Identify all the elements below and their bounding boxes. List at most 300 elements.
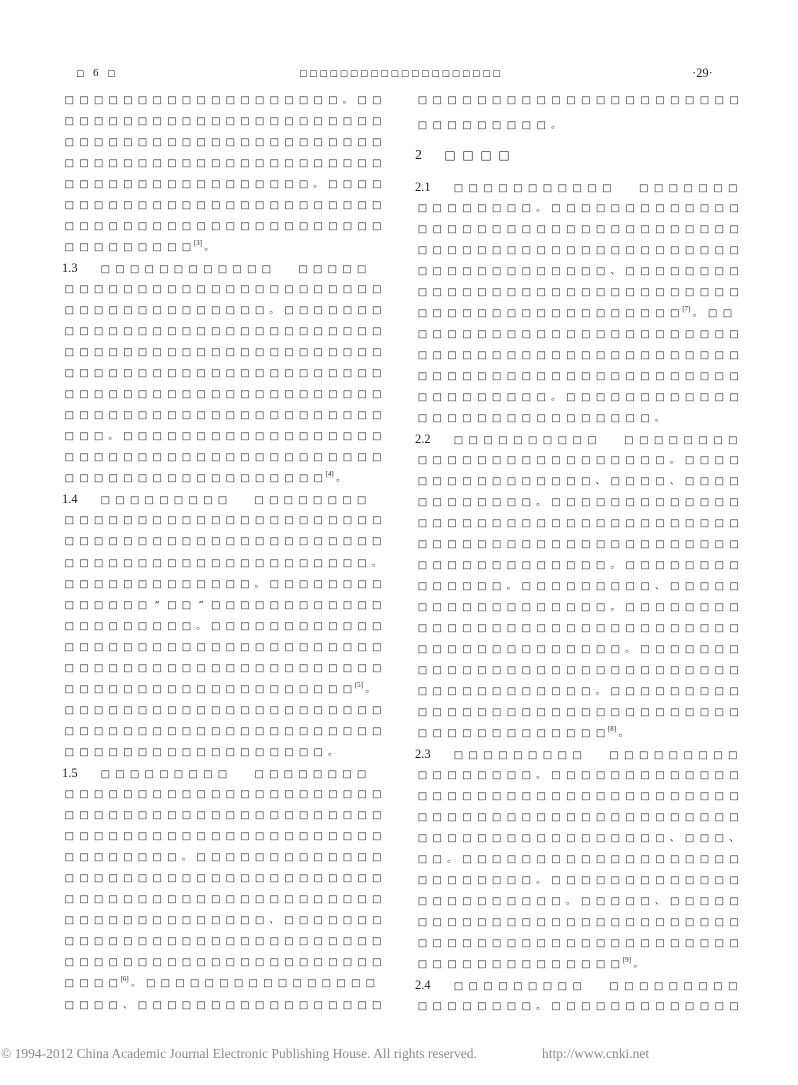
glyph-box: □: [551, 727, 561, 739]
glyph-box: □: [93, 978, 104, 990]
glyph-box: □: [123, 410, 133, 422]
glyph-box: □: [181, 662, 192, 674]
glyph-box: □: [432, 454, 442, 466]
glyph-box: □: [93, 957, 104, 969]
glyph-box: □: [137, 557, 148, 569]
glyph-box: □: [123, 557, 133, 569]
glyph-box: □: [610, 769, 621, 781]
glyph-box: □: [521, 349, 532, 361]
glyph-box: □: [595, 769, 606, 781]
glyph-box: □: [580, 517, 591, 529]
glyph-box: □: [477, 727, 487, 739]
heading-number: 2.4: [415, 977, 431, 992]
glyph-box: □: [211, 810, 221, 822]
glyph-box: □: [640, 517, 650, 529]
glyph-box: □: [79, 704, 89, 716]
glyph-box: □: [108, 368, 118, 380]
glyph-box: □: [640, 937, 650, 949]
glyph-box: □: [342, 347, 353, 359]
glyph-box: □: [152, 136, 162, 148]
glyph-box: □: [123, 347, 133, 359]
glyph-box: □: [468, 749, 478, 761]
glyph-box: □: [640, 307, 650, 319]
glyph-box: □: [298, 725, 309, 737]
punctuation-mark: 。: [327, 746, 338, 758]
glyph-box: □: [108, 326, 118, 338]
glyph-box: □: [181, 620, 192, 632]
glyph-box: □: [357, 915, 367, 927]
glyph-box: □: [447, 391, 457, 403]
glyph-box: □: [684, 349, 695, 361]
glyph-box: □: [610, 349, 621, 361]
glyph-box: □: [108, 641, 118, 653]
glyph-box: □: [655, 706, 665, 718]
punctuation-mark: 。: [618, 727, 629, 739]
cnki-url-link[interactable]: http://www.cnki.net: [542, 1046, 650, 1061]
glyph-box: □: [684, 832, 695, 844]
glyph-box: □: [417, 307, 428, 319]
glyph-box: □: [714, 265, 725, 277]
glyph-box: □: [211, 746, 221, 758]
glyph-box: □: [640, 685, 650, 697]
glyph-box: □: [181, 431, 192, 443]
glyph-box: □: [640, 496, 650, 508]
glyph-box: □: [566, 832, 576, 844]
glyph-box: □: [521, 727, 532, 739]
punctuation-mark: 。: [654, 412, 665, 424]
glyph-box: □: [167, 94, 177, 106]
glyph-box: □: [580, 559, 591, 571]
glyph-box: □: [506, 958, 517, 970]
glyph-box: □: [356, 769, 367, 780]
glyph-box: □: [640, 1000, 650, 1012]
glyph-box: □: [269, 957, 280, 969]
glyph-box: □: [167, 599, 177, 611]
glyph-box: □: [506, 643, 517, 655]
glyph-box: □: [312, 263, 323, 275]
glyph-box: □: [342, 704, 353, 716]
glyph-box: □: [328, 578, 338, 590]
glyph-box: □: [357, 452, 367, 464]
glyph-box: □: [79, 915, 89, 927]
text-line: [62, 595, 392, 616]
glyph-box: □: [217, 263, 228, 275]
glyph-box: □: [328, 599, 338, 611]
glyph-box: □: [79, 220, 89, 232]
glyph-box: □: [137, 936, 148, 948]
glyph-box: □: [357, 852, 367, 864]
glyph-box: □: [196, 704, 206, 716]
glyph-box: □: [417, 244, 428, 256]
glyph-box: □: [137, 620, 148, 632]
glyph-box: □: [640, 265, 650, 277]
glyph-box: □: [284, 536, 294, 548]
glyph-box: □: [309, 69, 318, 79]
glyph-box: □: [137, 431, 148, 443]
glyph-box: □: [491, 517, 502, 529]
glyph-box: □: [93, 915, 104, 927]
glyph-box: □: [670, 307, 680, 319]
glyph-box: □: [551, 769, 561, 781]
glyph-box: □: [144, 495, 154, 507]
glyph-box: □: [240, 431, 250, 443]
glyph-box: □: [357, 136, 367, 148]
glyph-box: □: [211, 473, 221, 485]
glyph-box: □: [181, 746, 192, 758]
glyph-box: □: [298, 157, 309, 169]
text-line: [415, 828, 745, 849]
glyph-box: □: [173, 769, 184, 780]
glyph-box: □: [254, 936, 265, 948]
glyph-box: □: [108, 999, 118, 1011]
glyph-box: □: [196, 283, 206, 295]
glyph-box: □: [670, 706, 680, 718]
subsection-heading: [62, 258, 392, 279]
glyph-box: □: [64, 746, 75, 758]
glyph-box: □: [684, 874, 695, 886]
glyph-box: □: [557, 749, 568, 761]
glyph-box: □: [284, 620, 294, 632]
glyph-box: □: [462, 853, 472, 865]
glyph-box: □: [451, 69, 460, 79]
glyph-box: □: [342, 431, 353, 443]
text-line: [62, 868, 392, 889]
glyph-box: □: [211, 536, 221, 548]
glyph-box: □: [432, 538, 442, 550]
glyph-box: □: [670, 601, 680, 613]
glyph-box: □: [123, 683, 133, 695]
glyph-box: □: [123, 746, 133, 758]
glyph-box: □: [211, 115, 221, 127]
punctuation-mark: 。: [669, 454, 680, 466]
glyph-box: □: [506, 727, 517, 739]
glyph-box: □: [491, 119, 502, 131]
glyph-box: □: [152, 410, 162, 422]
glyph-box: □: [240, 326, 250, 338]
punctuation-mark: 。: [565, 895, 576, 907]
citation-ref: [3]: [193, 238, 202, 247]
heading-number: 1.5: [62, 766, 78, 780]
glyph-box: □: [506, 119, 517, 131]
glyph-box: □: [79, 157, 89, 169]
text-line: [415, 765, 745, 786]
glyph-box: □: [254, 620, 265, 632]
latin-char: 6: [93, 67, 99, 79]
glyph-box: □: [175, 978, 185, 990]
glyph-box: □: [729, 475, 739, 487]
glyph-box: □: [167, 789, 177, 801]
glyph-box: □: [137, 178, 148, 190]
glyph-box: □: [668, 980, 679, 992]
glyph-box: □: [492, 69, 501, 79]
glyph-box: □: [284, 662, 294, 674]
glyph-box: □: [655, 769, 665, 781]
glyph-box: □: [595, 580, 606, 592]
glyph-box: □: [462, 559, 472, 571]
glyph-box: □: [79, 557, 89, 569]
glyph-box: □: [284, 410, 294, 422]
glyph-box: □: [225, 473, 236, 485]
glyph-box: □: [225, 999, 236, 1011]
glyph-box: □: [357, 620, 367, 632]
glyph-box: □: [225, 347, 236, 359]
glyph-box: □: [432, 958, 442, 970]
glyph-box: □: [447, 832, 457, 844]
glyph-box: □: [137, 347, 148, 359]
glyph-box: □: [670, 265, 680, 277]
glyph-box: □: [64, 978, 75, 990]
glyph-box: □: [580, 94, 591, 106]
glyph-box: □: [328, 536, 338, 548]
glyph-box: □: [64, 241, 75, 253]
glyph-box: □: [152, 326, 162, 338]
glyph-box: □: [254, 452, 265, 464]
punctuation-mark: 、: [729, 832, 740, 844]
glyph-box: □: [625, 307, 635, 319]
glyph-box: □: [298, 704, 309, 716]
glyph-box: □: [211, 347, 221, 359]
glyph-box: □: [536, 559, 546, 571]
glyph-box: □: [400, 69, 409, 79]
glyph-box: □: [595, 559, 606, 571]
glyph-box: □: [196, 220, 206, 232]
glyph-box: □: [477, 412, 487, 424]
glyph-box: □: [491, 370, 502, 382]
glyph-box: □: [699, 496, 710, 508]
text-line: [62, 553, 392, 574]
glyph-box: □: [123, 873, 133, 885]
text-line: [415, 408, 745, 429]
glyph-box: □: [196, 557, 206, 569]
glyph-box: □: [328, 304, 338, 316]
glyph-box: □: [521, 769, 532, 781]
glyph-box: □: [595, 601, 606, 613]
glyph-box: □: [417, 958, 428, 970]
glyph-box: □: [417, 349, 428, 361]
glyph-box: □: [462, 664, 472, 676]
glyph-box: □: [566, 811, 576, 823]
glyph-box: □: [225, 852, 236, 864]
glyph-box: □: [491, 727, 502, 739]
glyph-box: □: [477, 853, 487, 865]
glyph-box: □: [729, 202, 739, 214]
glyph-box: □: [506, 916, 517, 928]
text-line: [415, 786, 745, 807]
glyph-box: □: [551, 307, 561, 319]
glyph-box: □: [225, 810, 236, 822]
glyph-box: □: [432, 706, 442, 718]
glyph-box: □: [79, 199, 89, 211]
glyph-box: □: [342, 662, 353, 674]
glyph-box: □: [477, 1000, 487, 1012]
glyph-box: □: [551, 94, 561, 106]
glyph-box: □: [64, 347, 75, 359]
heading-title: [441, 148, 513, 162]
glyph-box: □: [196, 178, 206, 190]
glyph-box: □: [729, 895, 739, 907]
glyph-box: □: [313, 999, 323, 1011]
text-line: [62, 510, 392, 531]
glyph-box: □: [211, 452, 221, 464]
glyph-box: □: [521, 853, 532, 865]
glyph-box: □: [254, 810, 265, 822]
glyph-box: □: [108, 473, 118, 485]
glyph-box: □: [167, 326, 177, 338]
glyph-box: □: [462, 727, 472, 739]
glyph-box: □: [491, 895, 502, 907]
glyph-box: □: [93, 326, 104, 338]
glyph-box: □: [298, 936, 309, 948]
text-line: [62, 742, 392, 763]
glyph-box: □: [610, 286, 621, 298]
glyph-box: □: [610, 937, 621, 949]
text-line: [62, 426, 392, 447]
glyph-box: □: [506, 307, 517, 319]
glyph-box: □: [108, 94, 118, 106]
punctuation-mark: 。: [371, 557, 382, 569]
glyph-box: □: [342, 304, 353, 316]
glyph-box: □: [284, 94, 294, 106]
glyph-box: □: [298, 894, 309, 906]
text-line: [415, 891, 745, 912]
glyph-box: □: [729, 790, 739, 802]
glyph-box: □: [417, 370, 428, 382]
glyph-box: □: [551, 811, 561, 823]
glyph-box: □: [595, 916, 606, 928]
glyph-box: □: [551, 496, 561, 508]
glyph-box: □: [462, 223, 472, 235]
glyph-box: □: [181, 326, 192, 338]
glyph-box: □: [551, 286, 561, 298]
glyph-box: □: [536, 685, 546, 697]
glyph-box: □: [566, 412, 576, 424]
glyph-box: □: [595, 496, 606, 508]
glyph-box: □: [372, 326, 382, 338]
glyph-box: □: [653, 980, 664, 992]
glyph-box: □: [181, 368, 192, 380]
glyph-box: □: [683, 980, 693, 992]
glyph-box: □: [653, 434, 664, 446]
glyph-box: □: [432, 223, 442, 235]
glyph-box: □: [313, 746, 323, 758]
glyph-box: □: [357, 725, 367, 737]
glyph-box: □: [521, 601, 532, 613]
glyph-box: □: [447, 643, 457, 655]
glyph-box: □: [595, 454, 606, 466]
glyph-box: □: [93, 831, 104, 843]
glyph-box: □: [307, 978, 317, 990]
glyph-box: □: [254, 199, 265, 211]
glyph-box: □: [625, 538, 635, 550]
punctuation-mark: 、: [669, 475, 680, 487]
text-line: [62, 342, 392, 363]
glyph-box: □: [254, 178, 265, 190]
glyph-box: □: [432, 811, 442, 823]
glyph-box: □: [536, 832, 546, 844]
glyph-box: □: [328, 136, 338, 148]
glyph-box: □: [319, 69, 328, 79]
glyph-box: □: [225, 389, 236, 401]
glyph-box: □: [284, 873, 294, 885]
text-line: [415, 387, 745, 408]
glyph-box: □: [357, 178, 367, 190]
glyph-box: □: [432, 790, 442, 802]
glyph-box: □: [79, 936, 89, 948]
heading-title: [451, 435, 599, 446]
glyph-box: □: [123, 662, 133, 674]
glyph-box: □: [211, 578, 221, 590]
glyph-box: □: [328, 831, 338, 843]
glyph-box: □: [240, 810, 250, 822]
text-line: [415, 807, 745, 828]
glyph-box: □: [108, 178, 118, 190]
glyph-box: □: [462, 538, 472, 550]
glyph-box: □: [240, 789, 250, 801]
glyph-box: □: [269, 431, 280, 443]
glyph-box: □: [240, 283, 250, 295]
glyph-box: □: [477, 307, 487, 319]
glyph-box: □: [240, 368, 250, 380]
glyph-box: □: [284, 915, 294, 927]
glyph-box: □: [670, 790, 680, 802]
glyph-box: □: [624, 980, 634, 992]
glyph-box: □: [536, 853, 546, 865]
glyph-box: □: [79, 178, 89, 190]
glyph-box: □: [372, 831, 382, 843]
glyph-box: □: [167, 915, 177, 927]
glyph-box: □: [729, 538, 739, 550]
text-line: [62, 132, 392, 153]
punctuation-mark: 。: [254, 578, 265, 590]
glyph-box: □: [477, 265, 487, 277]
glyph-box: □: [714, 769, 725, 781]
glyph-box: □: [624, 749, 634, 761]
glyph-box: □: [233, 978, 244, 990]
glyph-box: □: [551, 643, 561, 655]
glyph-box: □: [462, 412, 472, 424]
glyph-box: □: [506, 937, 517, 949]
glyph-box: □: [181, 915, 192, 927]
glyph-box: □: [729, 937, 739, 949]
glyph-box: □: [313, 515, 323, 527]
glyph-box: □: [64, 915, 75, 927]
glyph-box: □: [181, 452, 192, 464]
glyph-box: □: [714, 538, 725, 550]
glyph-box: □: [491, 538, 502, 550]
glyph-box: □: [167, 641, 177, 653]
glyph-box: □: [447, 727, 457, 739]
glyph-box: □: [506, 265, 517, 277]
glyph-box: □: [625, 454, 635, 466]
glyph-box: □: [462, 706, 472, 718]
glyph-box: □: [312, 769, 323, 780]
glyph-box: □: [670, 349, 680, 361]
glyph-box: □: [713, 182, 723, 194]
glyph-box: □: [447, 580, 457, 592]
glyph-box: □: [417, 853, 428, 865]
glyph-box: □: [536, 895, 546, 907]
glyph-box: □: [79, 746, 89, 758]
glyph-box: □: [491, 664, 502, 676]
glyph-box: □: [699, 328, 710, 340]
glyph-box: □: [339, 69, 348, 79]
glyph-box: □: [313, 831, 323, 843]
glyph-box: □: [722, 307, 733, 319]
glyph-box: □: [225, 894, 236, 906]
glyph-box: □: [610, 496, 621, 508]
glyph-box: □: [123, 178, 133, 190]
glyph-box: □: [342, 452, 353, 464]
